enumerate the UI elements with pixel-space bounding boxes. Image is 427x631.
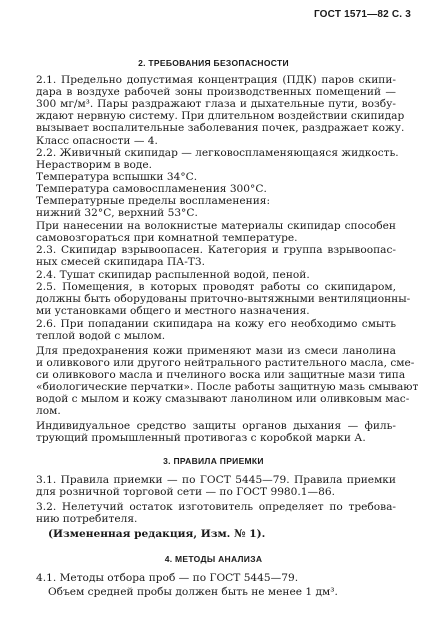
amendment-note: (Измененная редакция, Изм. № 1). xyxy=(48,528,266,540)
text-line: 3.2. Нелетучий остаток изготовитель определяет по требова- xyxy=(36,501,396,513)
text-line: нию потребителя. xyxy=(36,513,138,525)
text-line: Нерастворим в воде. xyxy=(36,159,153,171)
text-line: 2.5. Помещения, в которых проводят работы со скипидаром, xyxy=(36,281,396,293)
section-heading-acceptance: 3. ПРАВИЛА ПРИЕМКИ xyxy=(163,456,264,466)
text-line: ми установками общего и местного назначения. xyxy=(36,305,310,317)
text-line: 4.1. Методы отбора проб — по ГОСТ 5445—79. xyxy=(36,572,299,584)
text-line: лом. xyxy=(36,405,61,417)
text-line: «биологические перчатки». После работы защитную мазь смывают xyxy=(36,381,419,393)
section-heading-analysis: 4. МЕТОДЫ АНАЛИЗА xyxy=(164,554,263,564)
text-line: 2.4. Тушат скипидар распыленной водой, пеной. xyxy=(36,269,310,281)
section-heading-safety: 2. ТРЕБОВАНИЯ БЕЗОПАСНОСТИ xyxy=(138,58,289,68)
text-line: си оливкового масла и пчелиного воска или защитные мази типа xyxy=(36,369,406,381)
text-line: Для предохранения кожи применяют мази из смеси ланолина xyxy=(36,345,396,357)
text-line: дара в воздухе рабочей зоны производственных помещений — xyxy=(36,86,396,98)
text-line: и оливкового или другого нейтрального растительного масла, сме- xyxy=(36,357,415,369)
text-line: самовозгораться при комнатной температуре. xyxy=(36,232,298,244)
text-line: 2.2. Живичный скипидар — легковоспламеняющаяся жидкость. xyxy=(36,147,399,159)
text-line: 300 мг/м³. Пары раздражают глаза и дыхательные пути, возбу- xyxy=(36,98,396,110)
text-line: 3.1. Правила приемки — по ГОСТ 5445—79. Правила приемки xyxy=(36,474,396,486)
text-line: ждают нервную систему. При длительном воздействии скипидар xyxy=(36,110,405,122)
text-line: Индивидуальное средство защиты органов дыхания — филь- xyxy=(36,420,396,432)
page-header: ГОСТ 1571—82 С. 3 xyxy=(313,9,411,20)
text-line: нижний 32°С, верхний 53°С. xyxy=(36,207,198,219)
text-line: 2.3. Скипидар взрывоопасен. Категория и группа взрывоопас- xyxy=(36,244,396,256)
text-line: для розничной торговой сети — по ГОСТ 9980.1—86. xyxy=(36,486,335,498)
text-line: Объем средней пробы должен быть не менее 1 дм³. xyxy=(48,586,338,598)
text-line: теплой водой с мылом. xyxy=(36,330,166,342)
text-line: вызывает воспалительные заболевания почек, раздражает кожу. xyxy=(36,122,405,134)
text-line: Температура самовоспламенения 300°С. xyxy=(36,183,267,195)
text-line: При нанесении на волокнистые материалы скипидар способен xyxy=(36,220,396,232)
text-line: должны быть оборудованы приточно-вытяжными вентиляционны- xyxy=(36,293,411,305)
text-line: трующий промышленный противогаз с коробкой марки А. xyxy=(36,432,366,444)
text-line: водой с мылом и кожу смазывают ланолином или оливковым мас- xyxy=(36,393,410,405)
text-line: ных смесей скипидара ПА-Т3. xyxy=(36,256,205,268)
text-line: Температурные пределы воспламенения: xyxy=(36,195,271,207)
text-line: 2.1. Предельно допустимая концентрация (ПДК) паров скипи- xyxy=(36,74,396,86)
text-line: Температура вспышки 34°С. xyxy=(36,171,198,183)
text-line: 2.6. При попадании скипидара на кожу его необходимо смыть xyxy=(36,318,396,330)
text-line: Класс опасности — 4. xyxy=(36,135,158,147)
